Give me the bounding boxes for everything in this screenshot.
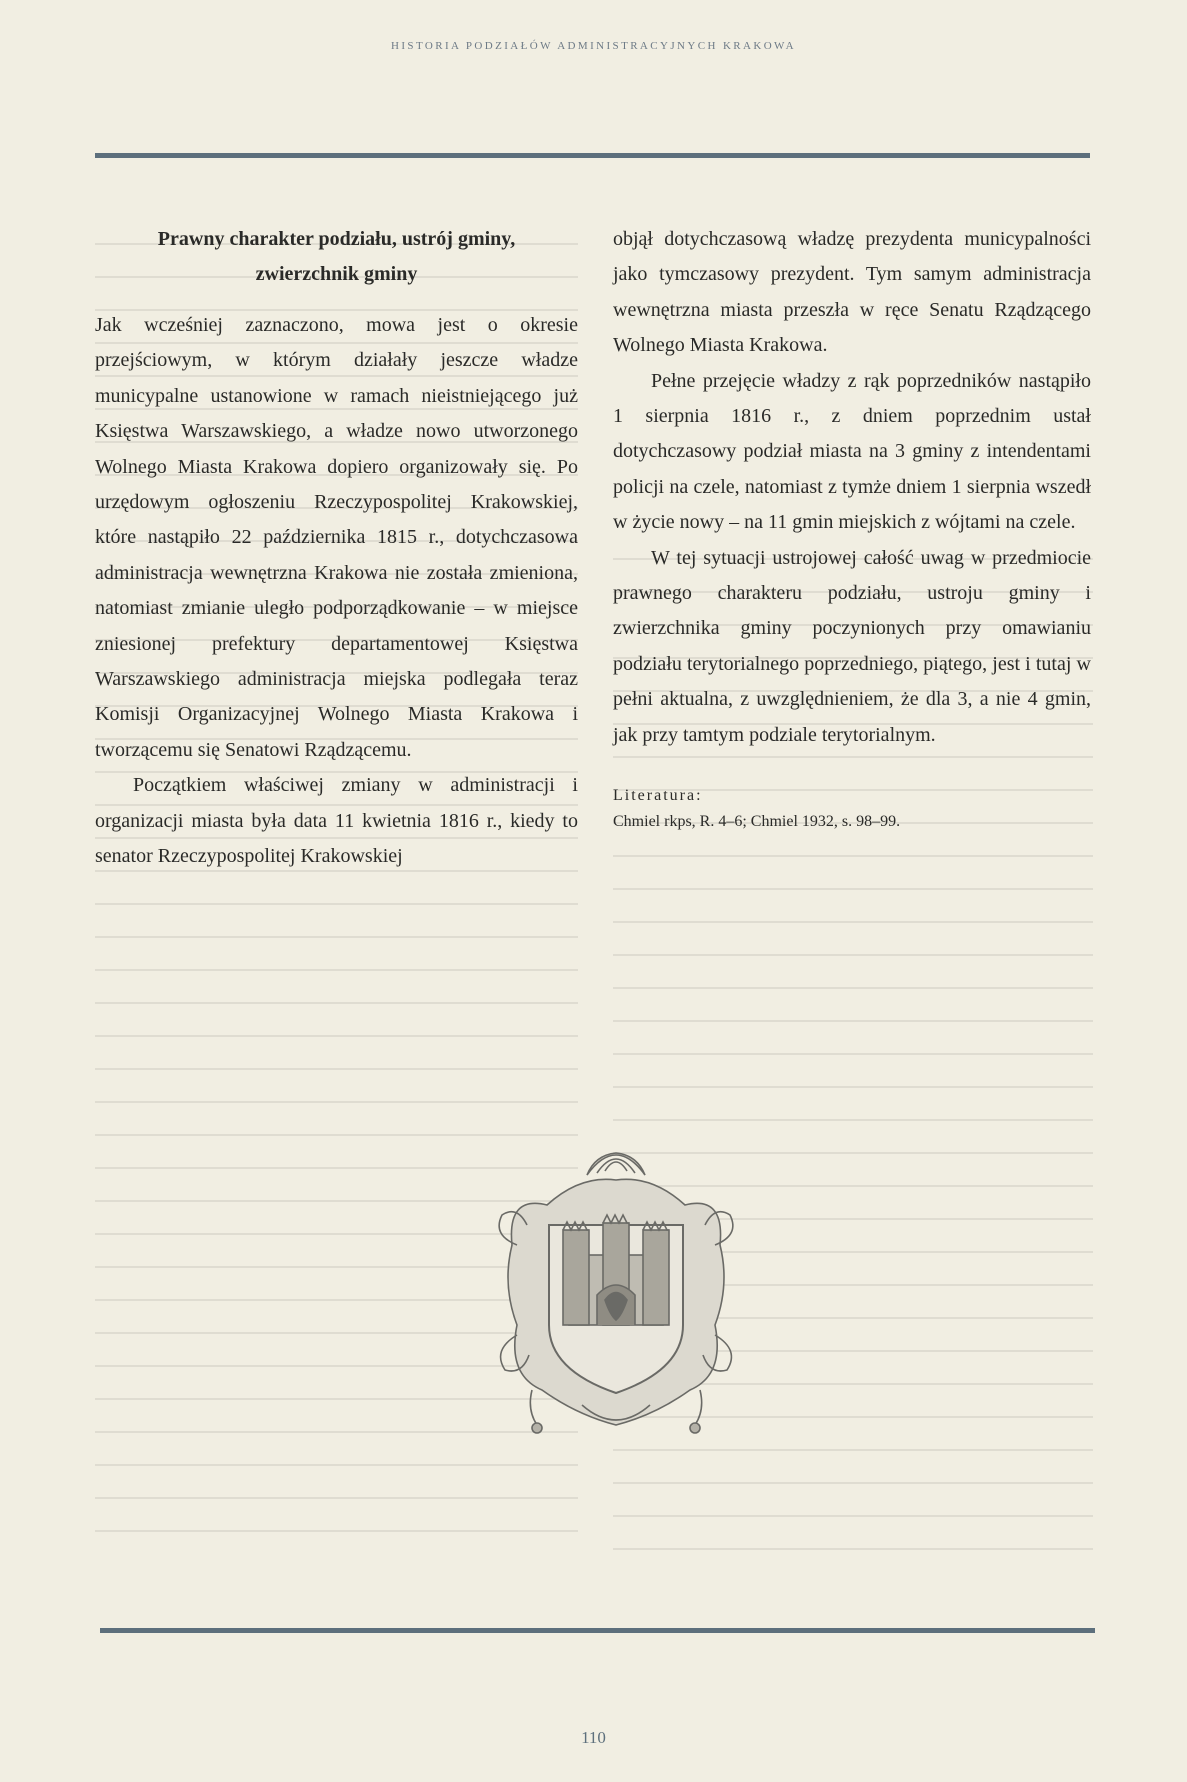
paragraph: Początkiem właściwej zmiany w administracji i organizacji miasta była data 11 kwietnia 1816 r., kiedy to senator Rzeczypospolitej Krakowskiej bbox=[95, 774, 578, 868]
left-column bbox=[95, 222, 578, 875]
right-column bbox=[613, 222, 1091, 835]
paragraph: Pełne przejęcie władzy z rąk poprzedników nastąpiło 1 sierpnia 1816 r., z dniem poprzednim ustał dotychczasowy podział miasta na 3 gminy z intendentami policji na czele, natomiast z tymże dniem 1 sierpnia wszedł w życie nowy – na 11 gmin miejskich z wójtami na czele. bbox=[613, 369, 1091, 534]
paragraph: objął dotychczasową władzę prezydenta municypalności jako tymczasowy prezydent. Tym samym administracja wewnętrzna miasta przeszła w ręce Senatu Rządzącego Wolnego Miasta Krakowa. bbox=[613, 228, 1091, 357]
literature-label: Literatura: bbox=[613, 787, 703, 805]
heading-line-1: Prawny charakter podziału, ustrój gminy, bbox=[157, 228, 516, 250]
section-heading bbox=[95, 222, 578, 292]
krakow-coat-of-arms-engraving bbox=[487, 1135, 745, 1435]
running-head: HISTORIA PODZIAŁÓW ADMINISTRACYJNYCH KRAKOWA bbox=[391, 40, 796, 52]
bottom-rule bbox=[100, 1628, 1095, 1633]
literature-text: Chmiel rkps, R. 4–6; Chmiel 1932, s. 98–99. bbox=[613, 813, 901, 831]
paragraph: Jak wcześniej zaznaczono, mowa jest o okresie przejściowym, w którym działały jeszcze władze municypalne ustanowione w ramach nieistniejącego już Księstwa Warszawskiego, a władze nowo utworzonego Wolnego Miasta Krakowa dopiero organizowały się. Po urzędowym ogłoszeniu Rzeczypospolitej Krakowskiej, które nastąpiło 22 października 1815 r., dotychczasowa administracja wewnętrzna Krakowa nie została zmieniona, natomiast zmianie uległo podporządkowanie – w miejsce zniesionej prefektury departamentowej Księstwa Warszawskiego administracja miejska podlegała teraz Komisji Organizacyjnej Wolnego Miasta Krakowa i tworzącemu się Senatowi Rządzącemu. bbox=[95, 314, 578, 761]
page-number: 110 bbox=[581, 1728, 606, 1747]
paragraph: W tej sytuacji ustrojowej całość uwag w przedmiocie prawnego charakteru podziału, ustroju gminy i zwierzchnika gminy poczynionych przy omawianiu podziału terytorialnego poprzedniego, piątego, jest i tutaj w pełni aktualna, z uwzględnieniem, że dla 3, a nie 4 gmin, jak przy tamtym podziale terytorialnym. bbox=[613, 546, 1091, 746]
heading-line-2: zwierzchnik gminy bbox=[255, 263, 418, 285]
top-rule bbox=[95, 153, 1090, 158]
